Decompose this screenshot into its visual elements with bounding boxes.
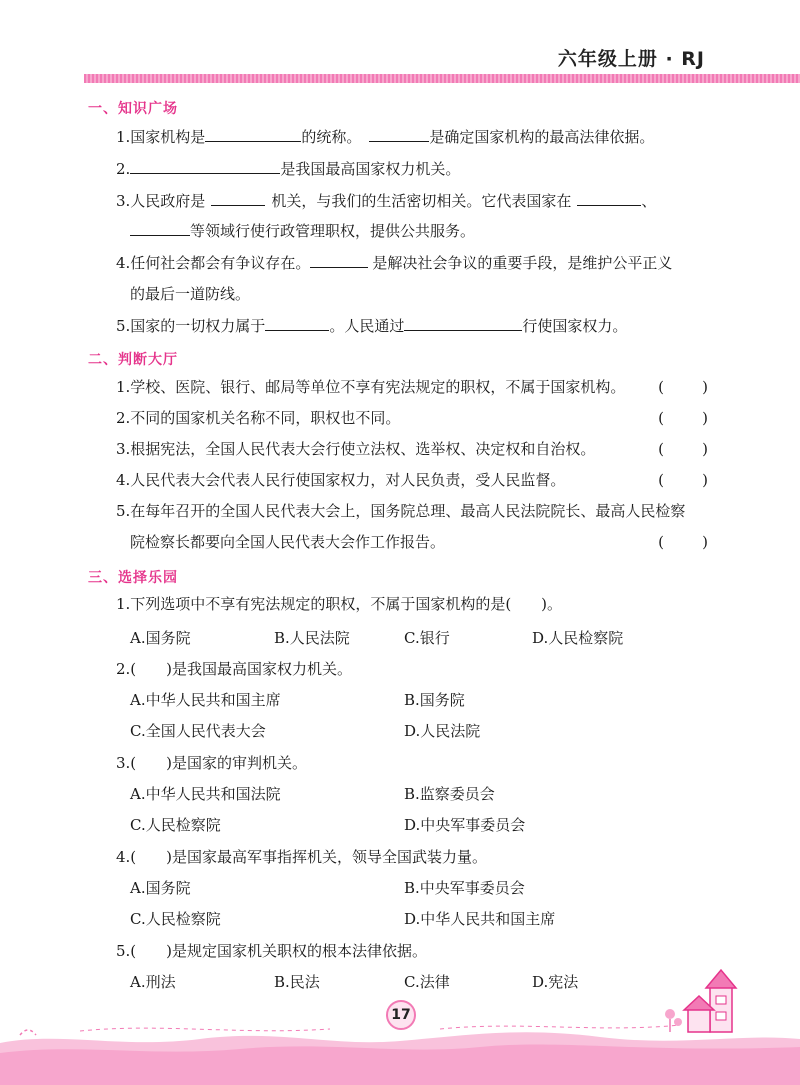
- s3-q2-option-d[interactable]: D.人民法院: [404, 722, 481, 740]
- answer-blank[interactable]: [205, 127, 301, 142]
- s3-q3-option-b[interactable]: B.监察委员会: [404, 785, 495, 803]
- s1-question-4: 4.任何社会都会有争议存在。 是解决社会争议的重要手段，是维护公平正义: [116, 254, 673, 272]
- s3-question-2-stem: 2.( )是我国最高国家权力机关。: [116, 660, 353, 678]
- s3-q1-option-a[interactable]: A.国务院: [130, 629, 191, 647]
- s1-question-5: 5.国家的一切权力属于 。人民通过 行使国家权力。: [116, 317, 628, 335]
- s3-q5-option-d[interactable]: D.宪法: [532, 973, 579, 991]
- s2-statement-3: 3.根据宪法，全国人民代表大会行使立法权、选举权、决定权和自治权。: [116, 440, 596, 458]
- s1-question-3-cont: 等领域行使行政管理职权，提供公共服务。: [130, 221, 475, 241]
- s3-question-3-stem: 3.( )是国家的审判机关。: [116, 754, 308, 772]
- s3-q3-option-d[interactable]: D.中央军事委员会: [404, 816, 526, 834]
- answer-blank[interactable]: [130, 221, 190, 236]
- s2-answer-5[interactable]: ( ): [658, 533, 708, 551]
- s2-statement-1: 1.学校、医院、银行、邮局等单位不享有宪法规定的职权，不属于国家机构。: [116, 378, 626, 396]
- s3-question-1-stem: 1.下列选项中不享有宪法规定的职权，不属于国家机构的是( )。: [116, 595, 563, 613]
- s1-question-4-cont: 的最后一道防线。: [130, 285, 251, 303]
- s2-answer-3[interactable]: ( ): [658, 440, 708, 458]
- s1-question-3: 3.人民政府是 机关，与我们的生活密切相关。它代表国家在 、: [116, 192, 657, 210]
- answer-blank[interactable]: [404, 316, 522, 331]
- s3-q4-option-c[interactable]: C.人民检察院: [130, 910, 221, 928]
- s1-question-2: 2. 是我国最高国家权力机关。: [116, 160, 461, 178]
- s3-q5-option-b[interactable]: B.民法: [274, 973, 320, 991]
- s3-q4-option-a[interactable]: A.国务院: [130, 879, 191, 897]
- s3-q3-option-a[interactable]: A.中华人民共和国法院: [130, 785, 281, 803]
- s3-q1-option-b[interactable]: B.人民法院: [274, 629, 350, 647]
- s3-question-5-stem: 5.( )是规定国家机关职权的根本法律依据。: [116, 942, 428, 960]
- answer-blank[interactable]: [130, 159, 280, 174]
- s2-statement-5-cont: 院检察长都要向全国人民代表大会作工作报告。: [130, 533, 446, 551]
- s2-statement-4: 4.人民代表大会代表人民行使国家权力，对人民负责，受人民监督。: [116, 471, 566, 489]
- answer-blank[interactable]: [265, 316, 329, 331]
- s3-q2-option-b[interactable]: B.国务院: [404, 691, 465, 709]
- s3-q2-option-c[interactable]: C.全国人民代表大会: [130, 722, 266, 740]
- page-number-badge: 17: [386, 1000, 416, 1030]
- s3-q4-option-b[interactable]: B.中央军事委员会: [404, 879, 525, 897]
- answer-blank[interactable]: [369, 127, 429, 142]
- answer-blank[interactable]: [577, 191, 641, 206]
- tower-house-icon: [660, 968, 750, 1038]
- s3-q1-option-d[interactable]: D.人民检察院: [532, 629, 624, 647]
- s2-answer-4[interactable]: ( ): [658, 471, 708, 489]
- s2-statement-2: 2.不同的国家机关名称不同，职权也不同。: [116, 409, 401, 427]
- header-decorative-band: [84, 74, 800, 83]
- section-title-choice: 三、选择乐园: [88, 570, 178, 586]
- s3-q5-option-c[interactable]: C.法律: [404, 973, 450, 991]
- s3-q4-option-d[interactable]: D.中华人民共和国主席: [404, 910, 556, 928]
- s3-q1-option-c[interactable]: C.银行: [404, 629, 450, 647]
- section-title-judgment: 二、判断大厅: [88, 352, 178, 368]
- s3-question-4-stem: 4.( )是国家最高军事指挥机关，领导全国武装力量。: [116, 848, 488, 866]
- s2-statement-5: 5.在每年召开的全国人民代表大会上，国务院总理、最高人民法院院长、最高人民检察: [116, 502, 686, 520]
- section-title-knowledge: 一、知识广场: [88, 101, 178, 117]
- s3-q3-option-c[interactable]: C.人民检察院: [130, 816, 221, 834]
- s1-question-1: 1.国家机构是 的统称。 是确定国家机构的最高法律依据。: [116, 128, 655, 146]
- s3-q2-option-a[interactable]: A.中华人民共和国主席: [130, 691, 281, 709]
- s3-q5-option-a[interactable]: A.刑法: [130, 973, 176, 991]
- answer-blank[interactable]: [310, 253, 368, 268]
- s2-answer-2[interactable]: ( ): [658, 409, 708, 427]
- answer-blank[interactable]: [211, 191, 265, 206]
- s2-answer-1[interactable]: ( ): [658, 378, 708, 396]
- page-header-title: 六年级上册 · RJ: [557, 48, 705, 70]
